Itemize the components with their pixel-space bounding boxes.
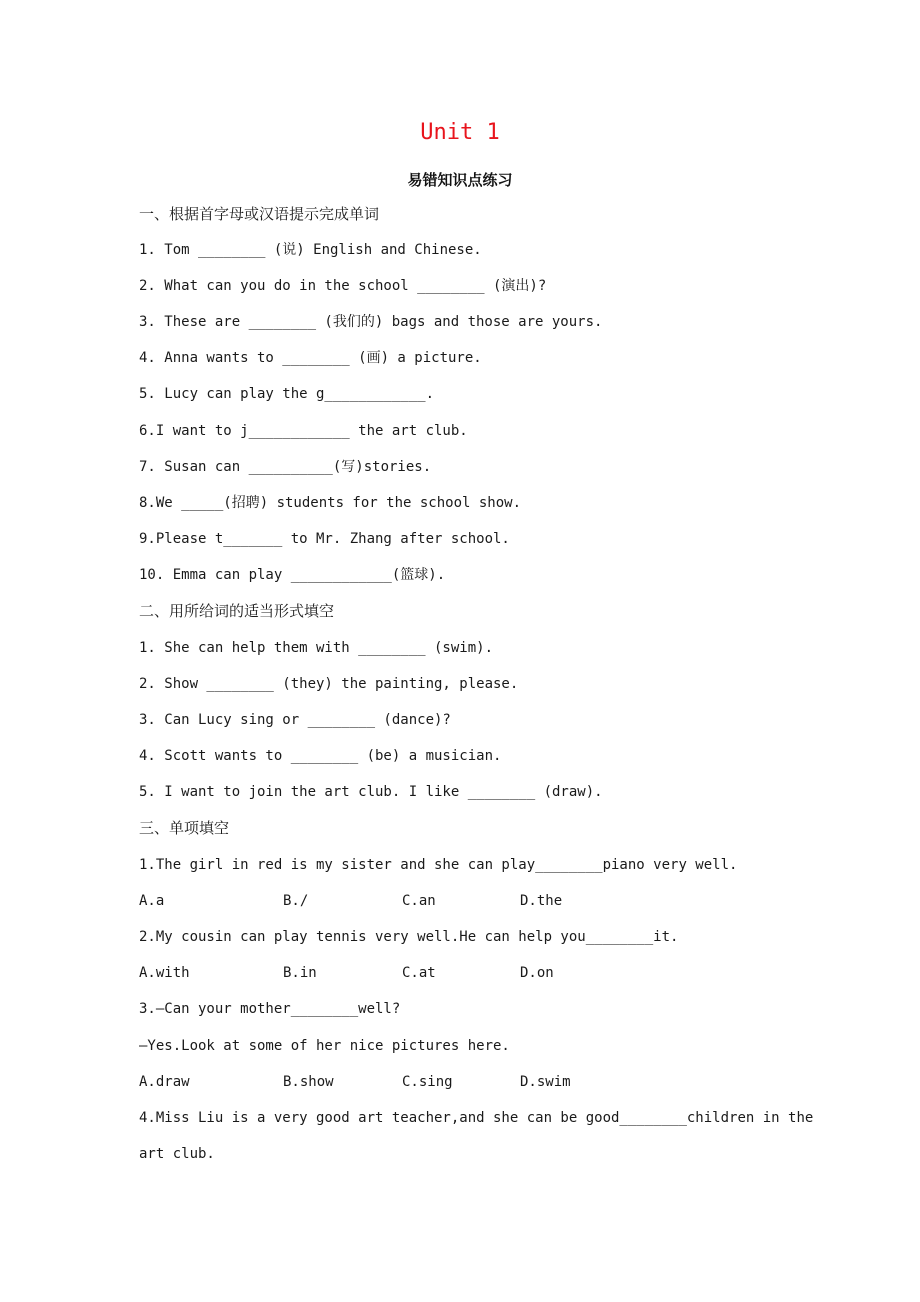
s1-item-9: 9.Please t_______ to Mr. Zhang after school. bbox=[139, 531, 510, 547]
q3-option-b: B.show bbox=[283, 1074, 334, 1090]
s2-item-2: 2. Show ________ (they) the painting, please. bbox=[139, 676, 519, 692]
q3-stem: 3.—Can your mother________well? bbox=[139, 1001, 401, 1017]
q1-option-b: B./ bbox=[283, 893, 309, 909]
section2-heading: 二、用所给词的适当形式填空 bbox=[139, 602, 335, 620]
s1-item-5: 5. Lucy can play the g____________. bbox=[139, 386, 435, 402]
s2-item-1: 1. She can help them with ________ (swim). bbox=[139, 640, 494, 656]
q1-option-d: D.the bbox=[520, 893, 563, 909]
s1-item-3: 3. These are ________ (我们的) bags and those are yours. bbox=[139, 314, 603, 330]
s2-item-4: 4. Scott wants to ________ (be) a musician. bbox=[139, 748, 502, 764]
s1-item-6: 6.I want to j____________ the art club. bbox=[139, 423, 468, 439]
s1-item-1: 1. Tom ________ (说) English and Chinese. bbox=[139, 242, 482, 258]
q2-option-b: B.in bbox=[283, 965, 317, 981]
q3-option-d: D.swim bbox=[520, 1074, 571, 1090]
q3-option-a: A.draw bbox=[139, 1074, 190, 1090]
document-subtitle: 易错知识点练习 bbox=[407, 171, 513, 189]
section3-heading: 三、单项填空 bbox=[139, 819, 230, 837]
s1-item-7: 7. Susan can __________(写)stories. bbox=[139, 459, 432, 475]
q2-option-c: C.at bbox=[402, 965, 436, 981]
section1-heading: 一、根据首字母或汉语提示完成单词 bbox=[139, 205, 380, 223]
s1-item-8: 8.We _____(招聘) students for the school show. bbox=[139, 495, 522, 511]
q2-stem: 2.My cousin can play tennis very well.He can help you________it. bbox=[139, 929, 679, 945]
s2-item-3: 3. Can Lucy sing or ________ (dance)? bbox=[139, 712, 451, 728]
s1-item-4: 4. Anna wants to ________ (画) a picture. bbox=[139, 350, 482, 366]
q3-reply: —Yes.Look at some of her nice pictures here. bbox=[139, 1038, 510, 1054]
q2-option-d: D.on bbox=[520, 965, 554, 981]
s1-item-2: 2. What can you do in the school ________ (演出)? bbox=[139, 278, 547, 294]
q1-option-a: A.a bbox=[139, 893, 165, 909]
document-title: Unit 1 bbox=[420, 120, 500, 145]
q2-option-a: A.with bbox=[139, 965, 190, 981]
s1-item-10: 10. Emma can play ____________(篮球). bbox=[139, 567, 446, 583]
q3-option-c: C.sing bbox=[402, 1074, 453, 1090]
q4-continuation: art club. bbox=[139, 1146, 215, 1162]
q4-stem: 4.Miss Liu is a very good art teacher,and she can be good________children in the bbox=[139, 1110, 814, 1126]
q1-option-c: C.an bbox=[402, 893, 436, 909]
s2-item-5: 5. I want to join the art club. I like ________ (draw). bbox=[139, 784, 603, 800]
q1-stem: 1.The girl in red is my sister and she can play________piano very well. bbox=[139, 857, 738, 873]
